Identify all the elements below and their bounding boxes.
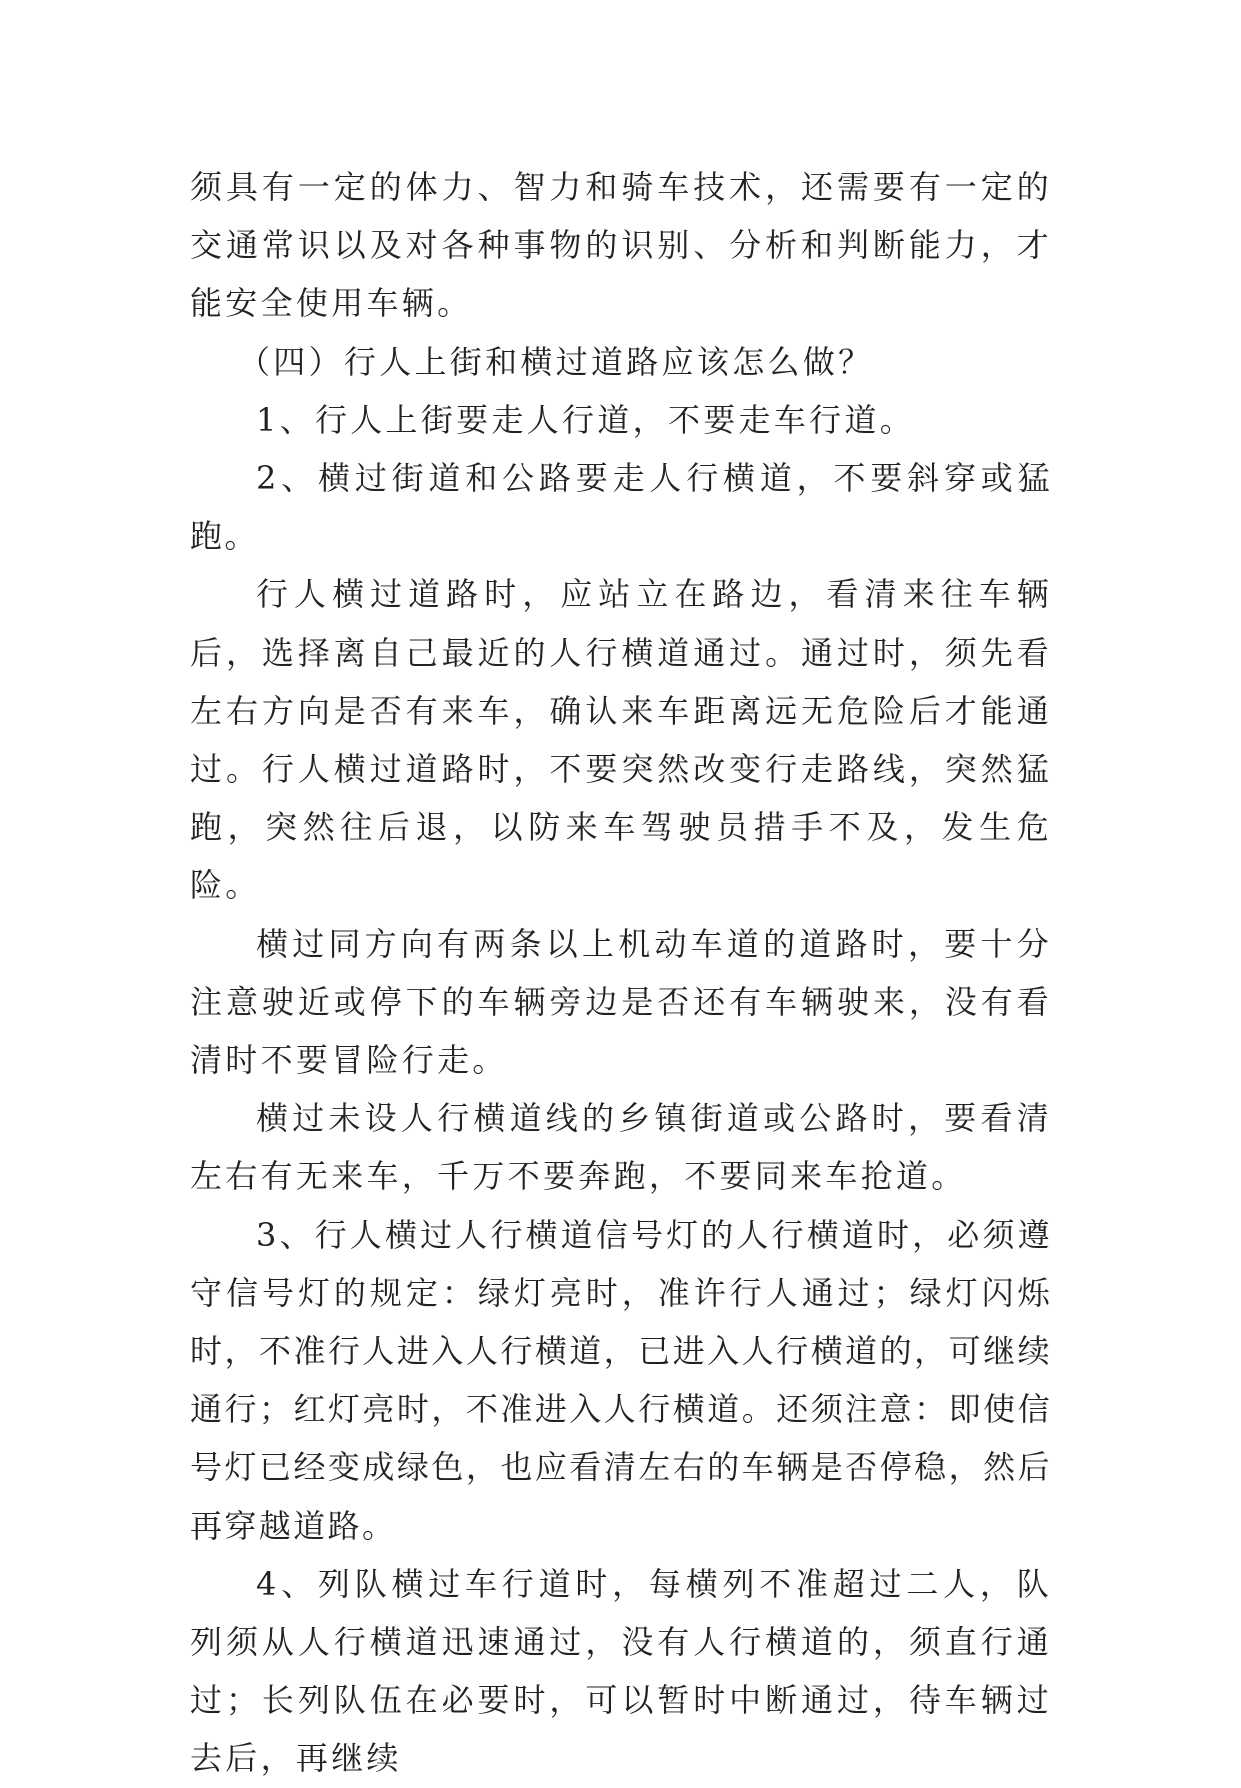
list-item-1: 1、行人上街要走人行道，不要走车行道。 bbox=[256, 400, 916, 439]
paragraph-no-crosswalk: 横过未设人行横道线的乡镇街道或公路时，要看清左右有无来车，千万不要奔跑，不要同来车抢道。 bbox=[190, 1099, 1052, 1196]
paragraph-multi-lane: 横过同方向有两条以上机动车道的道路时，要十分注意驶近或停下的车辆旁边是否还有车辆驶来，没有看清时不要冒险行走。 bbox=[190, 924, 1052, 1080]
document-page bbox=[190, 158, 1052, 1788]
section-heading: （四）行人上街和横过道路应该怎么做？ bbox=[238, 342, 874, 381]
paragraph-continuation: 须具有一定的体力、智力和骑车技术，还需要有一定的交通常识以及对各种事物的识别、分析和判断能力，才能安全使用车辆。 bbox=[190, 168, 1052, 323]
list-item-2: 2、横过街道和公路要走人行横道，不要斜穿或猛跑。 bbox=[190, 459, 1052, 556]
list-item-3: 3、行人横过人行横道信号灯的人行横道时，必须遵守信号灯的规定：绿灯亮时，准许行人通过；绿灯闪烁时，不准行人进入人行横道，已进入人行横道的，可继续通行；红灯亮时，不准进入人行横道。还须注意：即使信号灯已经变成绿色，也应看清左右的车辆是否停稳，然后再穿越道路。 bbox=[190, 1215, 1052, 1545]
list-item-4: 4、列队横过车行道时，每横列不准超过二人，队列须从人行横道迅速通过，没有人行横道的，须直行通过；长列队伍在必要时，可以暂时中断通过，待车辆过去后，再继续 bbox=[190, 1564, 1052, 1778]
paragraph-crossing-rules: 行人横过道路时，应站立在路边，看清来往车辆后，选择离自己最近的人行横道通过。通过时，须先看左右方向是否有来车，确认来车距离远无危险后才能通过。行人横过道路时，不要突然改变行走路线，突然猛跑，突然往后退，以防来车驾驶员措手不及，发生危险。 bbox=[190, 575, 1052, 905]
